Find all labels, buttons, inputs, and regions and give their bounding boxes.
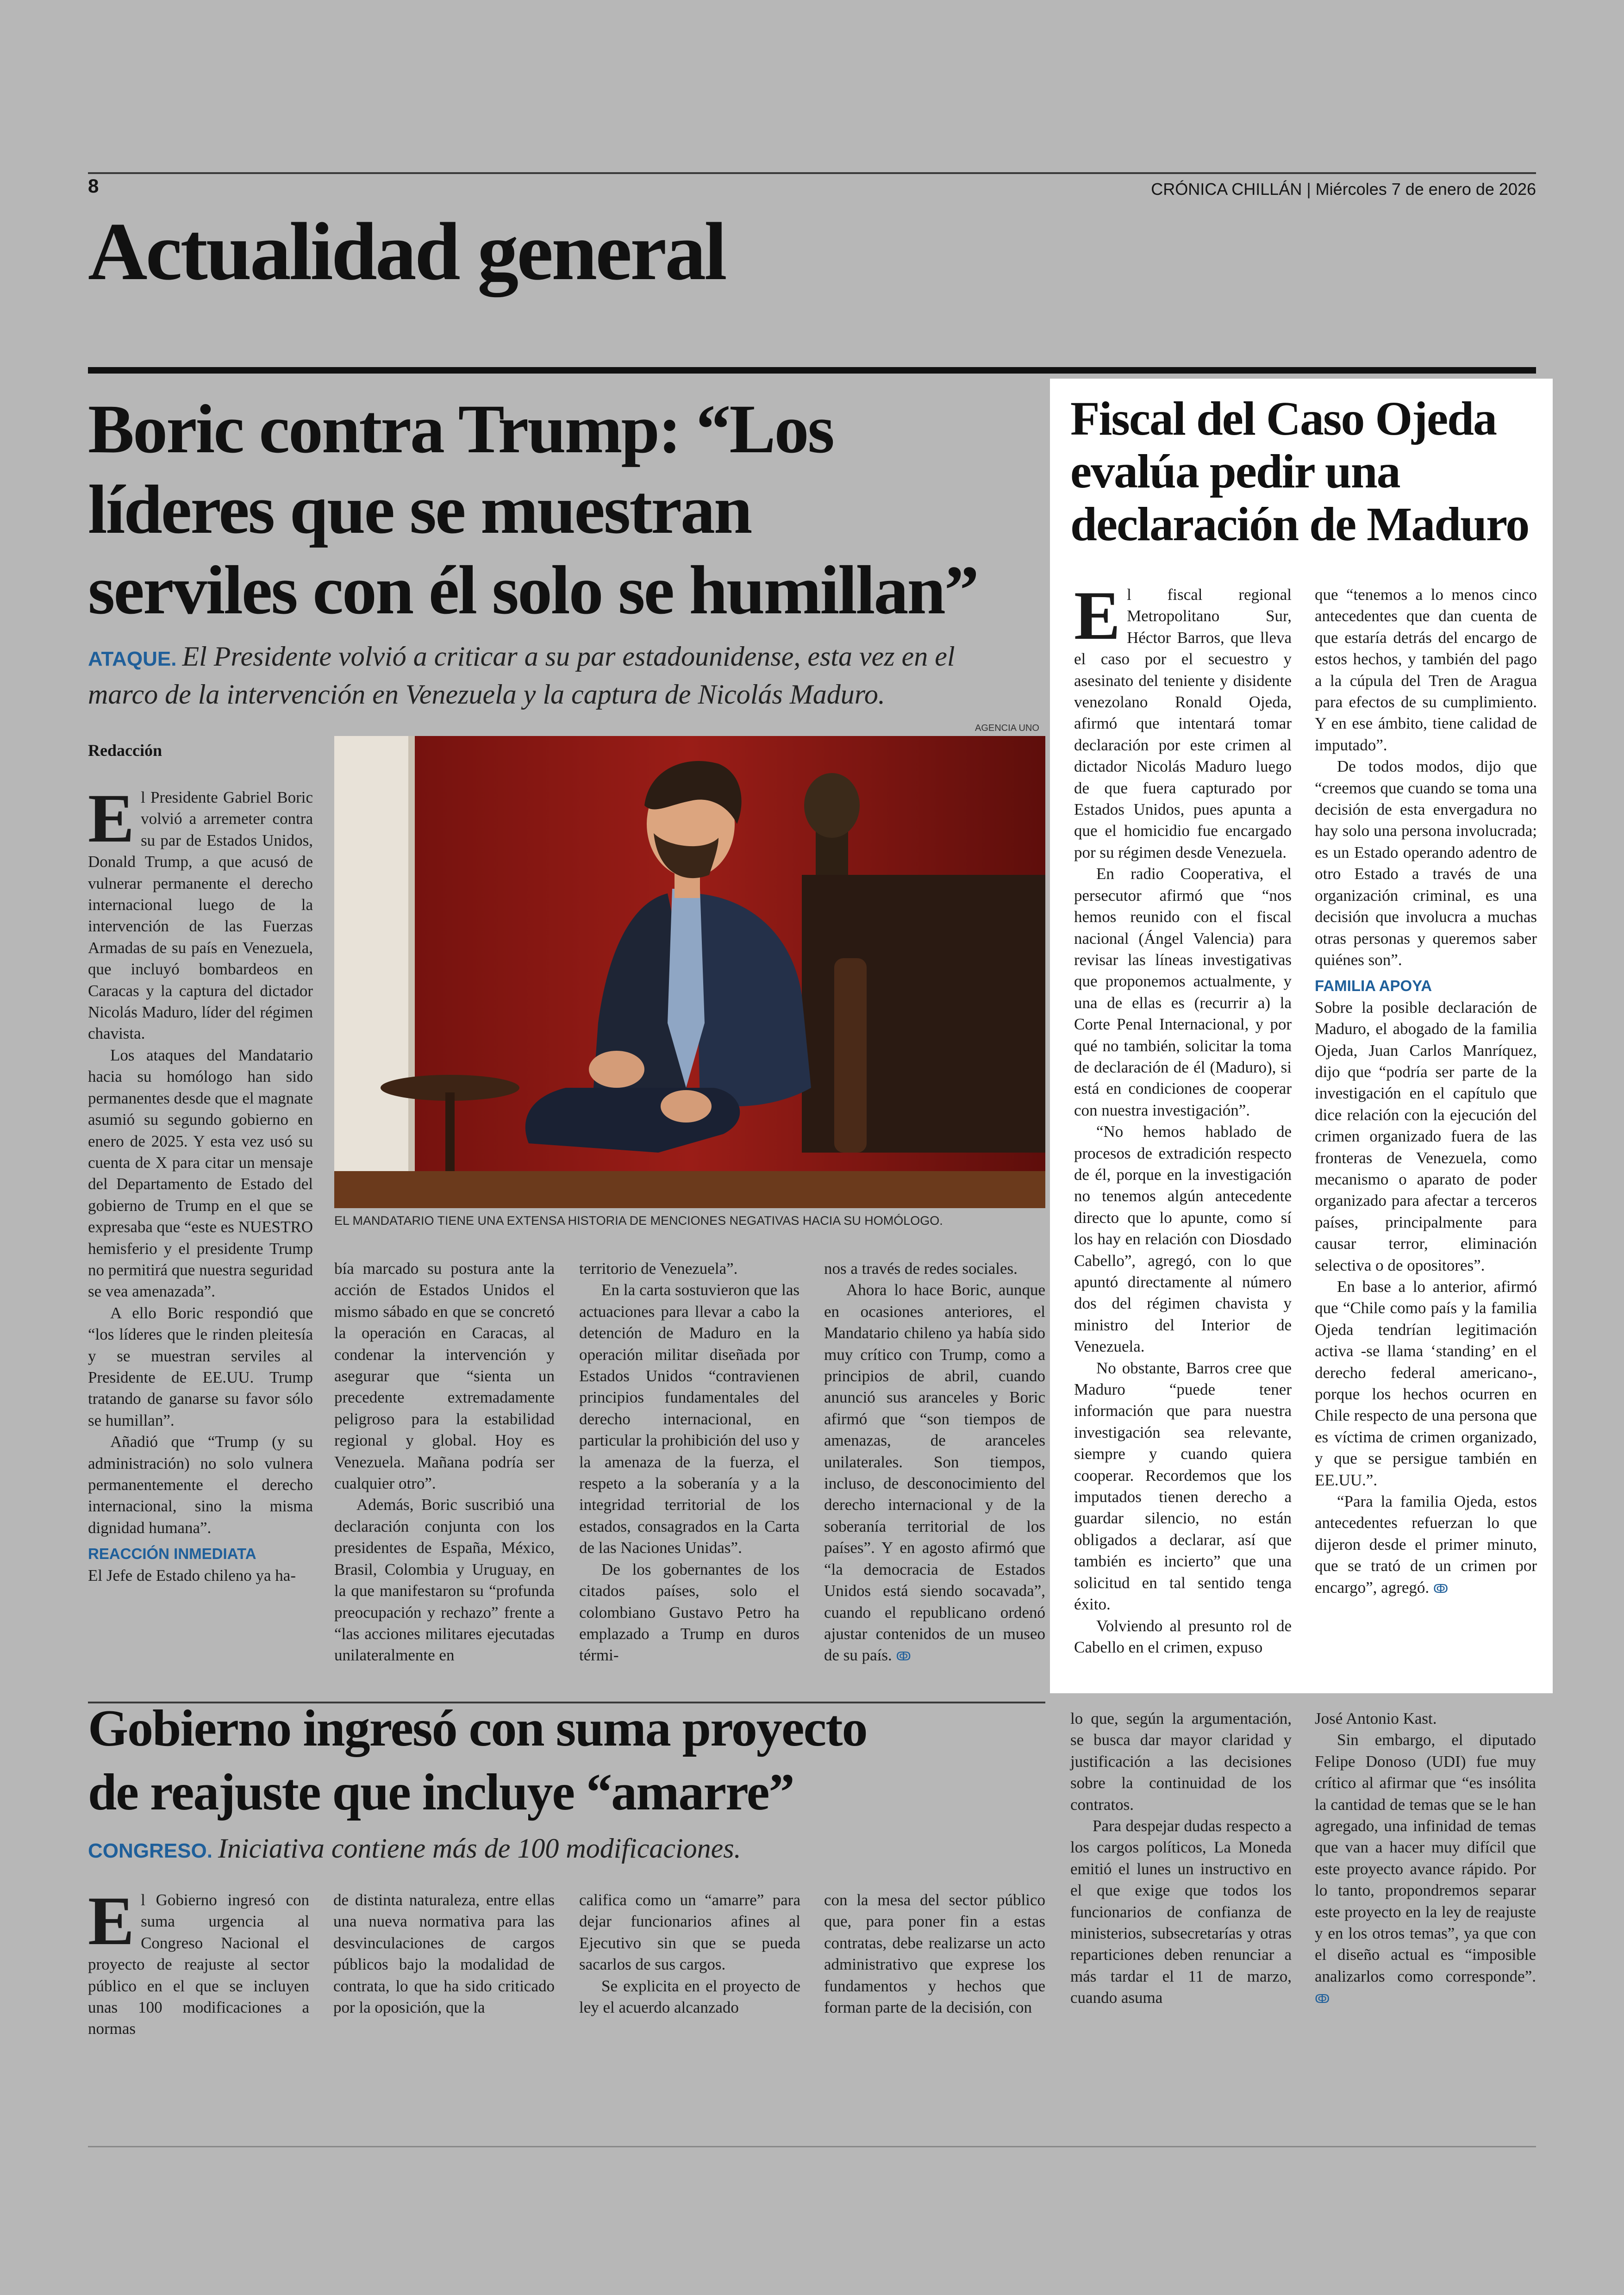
- sidebar-headline: [1070, 393, 1538, 551]
- paragraph: “Para la familia Ojeda, estos antecedentes refuerzan lo que dijeron desde el primer minuto, que se trató de un crimen por encargo”, agregó. ↂ: [1315, 1492, 1537, 1597]
- paragraph: l fiscal regional Metropolitano Sur, Héctor Barros, que lleva el caso por el secuestro y asesinato del teniente y disidente venezolano Ronald Ojeda, afirmó que intentará tomar declaración por este crimen al dictador Nicolás Maduro luego de que fuera capturado por Estados Unidos, pues apunta a que el homicidio fue encargado por su régimen desde Venezuela.: [1074, 586, 1292, 861]
- main-headline-line: Boric contra Trump: “Los: [88, 391, 833, 468]
- main-column-1: [88, 780, 313, 1586]
- byline: Redacción: [88, 741, 162, 760]
- drop-cap: E: [1074, 577, 1121, 654]
- page-bottom-rule: [88, 2146, 1536, 2147]
- end-mark-icon: ↂ: [1433, 1581, 1449, 1596]
- paragraph: de distinta naturaleza, entre ellas una nueva normativa para las desvinculaciones de cargos públicos bajo la modalidad de contrata, lo que ha sido criticado por la oposición, que la: [333, 1891, 555, 2017]
- photo-illustration: [334, 736, 1045, 1208]
- paragraph: Para despejar dudas respecto a los cargos políticos, La Moneda emitió el lunes un instructivo en el que exige que todos los funcionarios de confianza de ministerios, subsecretarías y otras reparticiones deben renunciar a más tardar el 11 de marzo, cuando asuma: [1070, 1817, 1292, 2007]
- paragraph: Además, Boric suscribió una declaración conjunta con los presidentes de España, México, Brasil, Colombia y Uruguay, en la que manifestaron su “profunda preocupación y rechazo” frente a “las acciones militares ejecutadas unilateralmente en: [334, 1496, 555, 1665]
- sidebar-column-1: [1074, 577, 1292, 1658]
- main-headline-line: líderes que se muestran: [88, 471, 751, 548]
- paragraph: “No hemos hablado de procesos de extradición respecto de él, porque en la investigación no tenemos algún antecedente directo que lo apunte, como sí los hay en relación con Diosdado Cabello”, agregó, con lo que apuntó directamente al número dos del régimen chavista y ministro del Interior de Venezuela.: [1074, 1123, 1292, 1356]
- bottom-column-5: [1070, 1708, 1292, 2009]
- bottom-kicker: CONGRESO.: [88, 1840, 212, 1862]
- main-kicker: ATAQUE.: [88, 648, 177, 670]
- main-lead-line: El Presidente volvió a criticar a su par estadounidense, esta vez en el: [182, 641, 955, 672]
- paragraph: con la mesa del sector público que, para poner fin a estas contratas, debe realizarse un acto administrativo que exprese los fundamentos y hechos que forman parte de la decisión, con: [824, 1891, 1045, 2017]
- paragraph: Sobre la posible declaración de Maduro, el abogado de la familia Ojeda, Juan Carlos Manríquez, dijo que “podría ser parte de la investigación en el capítulo que dice relación con la ejecución del crimen organizado fuera de las fronteras de Venezuela, como mecanismo o aparato de poder organizado para afectar a terceros países, principalmente para causar terror, eliminación selectiva o de opositores”.: [1315, 998, 1537, 1274]
- paragraph: De los gobernantes de los citados países, solo el colombiano Gustavo Petro ha emplazado a Trump en duros térmi-: [579, 1560, 800, 1665]
- drop-cap: E: [88, 1883, 135, 1959]
- top-rule: [88, 172, 1536, 174]
- paragraph: l Gobierno ingresó con suma urgencia al Congreso Nacional el proyecto de reajuste al sector público en el que se incluyen unas 100 modificaciones a normas: [88, 1891, 309, 2038]
- paragraph: En radio Cooperativa, el persecutor afirmó que “nos hemos reunido con el fiscal nacional (Ángel Valencia) para revisar las líneas investigativas que proponemos actualmente, y una de ellas es (recurrir a) la Corte Penal Internacional, y por qué no también, solicitar la toma de declaración de él (Maduro), si está en condiciones de cooperar con nuestra investigación”.: [1074, 865, 1292, 1119]
- main-headline-line: serviles con él solo se humillan”: [88, 552, 978, 629]
- paragraph: En la carta sostuvieron que las actuaciones para llevar a cabo la detención de Maduro en la operación militar diseñada por Estados Unidos “contravienen principios fundamentales del derecho internacional, en particular la prohibición del uso y la amenaza de la fuerza, el respeto a la soberanía y a la integridad territorial de los estados, consagrados en la Carta de las Naciones Unidas”.: [579, 1281, 800, 1557]
- paragraph: Sin embargo, el diputado Felipe Donoso (UDI) fue muy crítico al afirmar que “es insólita la cantidad de temas que se le han agregado, una infinidad de temas que van a hacer muy difícil que este proyecto avance rápido. Por lo tanto, propondremos separar este proyecto en la ley de reajuste y en los otros temas”, ya que con el diseño actual es “imposible analizarlos como corresponde”. ↂ: [1315, 1731, 1536, 2006]
- bottom-column-3: [579, 1890, 800, 2018]
- paragraph: bía marcado su postura ante la acción de Estados Unidos el mismo sábado en que se concretó la operación en Caracas, al condenar la intervención y asegurar que “sienta un precedente extremadamente peligroso para la estabilidad regional y global. Hoy es Venezuela. Mañana podría ser cualquier otro”.: [334, 1260, 555, 1493]
- bottom-column-1: [88, 1883, 309, 2040]
- paragraph: A ello Boric respondió que “los líderes que le rinden pleitesía y se muestran serviles al Presidente de EE.UU. Trump tratando de ganarse su favor sólo se humillan”.: [88, 1303, 313, 1429]
- bottom-column-2: [333, 1890, 555, 2018]
- paragraph: Añadió que “Trump (y su administración) no solo vulnera permanentemente el derecho internacional, sino la misma dignidad humana”.: [88, 1433, 313, 1537]
- bottom-headline-line: Gobierno ingresó con suma proyecto: [88, 1700, 867, 1757]
- bottom-column-6: [1315, 1708, 1536, 2010]
- bottom-lead-text: Iniciativa contiene más de 100 modificaciones.: [218, 1833, 741, 1864]
- sidebar-column-2: [1315, 584, 1537, 1599]
- end-mark-icon: ↂ: [896, 1649, 911, 1664]
- page-number: 8: [88, 175, 99, 197]
- paragraph: No obstante, Barros cree que Maduro “puede tener información que para nuestra investigación sea relevante, siempre y cuando quiera cooperar. Recordemos que los imputados tienen derecho a guardar silencio, no están obligados a declarar, así que también es incierto” que una solicitud en tal sentido tenga éxito.: [1074, 1359, 1292, 1614]
- subheading: FAMILIA APOYA: [1315, 977, 1432, 995]
- paragraph: Se explicita en el proyecto de ley el acuerdo alcanzado: [579, 1977, 800, 2017]
- drop-cap: E: [88, 780, 135, 857]
- paragraph: Los ataques del Mandatario hacia su homólogo han sido permanentes desde que el magnate asumió su segundo gobierno en enero de 2025. Y esta vez usó su cuenta de X para citar un mensaje del Departamento de Estado del gobierno de Trump en el que se expresaba que “este es NUESTRO hemisferio y el presidente Trump no permitirá que nuestra seguridad se vea amenazada”.: [88, 1046, 313, 1301]
- main-column-4: [824, 1258, 1045, 1667]
- paragraph: Ahora lo hace Boric, aunque en ocasiones anteriores, el Mandatario chileno ya había sido muy crítico con Trump, como a principios de abril, cuando anunció sus aranceles y Boric afirmó que “son tiempos de amenazas, de aranceles unilaterales. Son tiempos, incluso, de desconocimiento del derecho internacional y de la soberanía territorial de los países”. Y en agosto afirmó que “la democracia de Estados Unidos está siendo socavada”, cuando el republicano ordenó ajustar contenidos de un museo de su país. ↂ: [824, 1281, 1045, 1665]
- sidebar-headline-line: Fiscal del Caso Ojeda: [1070, 392, 1496, 445]
- paragraph: El Jefe de Estado chileno ya ha-: [88, 1566, 296, 1584]
- end-mark-icon: ↂ: [1315, 1992, 1330, 2006]
- paragraph: califica como un “amarre” para dejar funcionarios afines al Ejecutivo sin que se pueda sacarlos de sus cargos.: [579, 1891, 800, 1974]
- section-rule: [88, 367, 1536, 374]
- paragraph: De todos modos, dijo que “creemos que cuando se toma una decisión de esta envergadura no hay solo una persona involucrada; es un Estado operando adentro de otro Estado a través de una organización criminal, es una decisión que involucra a muchas otras personas y queremos saber quiénes son”.: [1315, 757, 1537, 969]
- main-column-3: [579, 1258, 800, 1666]
- main-lead-line: marco de la intervención en Venezuela y la captura de Nicolás Maduro.: [88, 679, 885, 710]
- photo-credit: AGENCIA UNO: [975, 723, 1039, 733]
- photo-boric: [334, 736, 1045, 1208]
- bottom-lead: [88, 1831, 1042, 1869]
- photo-caption: EL MANDATARIO TIENE UNA EXTENSA HISTORIA DE MENCIONES NEGATIVAS HACIA SU HOMÓLOGO.: [334, 1214, 943, 1228]
- subheading: REACCIÓN INMEDIATA: [88, 1545, 256, 1563]
- paragraph: territorio de Venezuela”.: [579, 1260, 738, 1278]
- paragraph: que “tenemos a lo menos cinco antecedentes que dan cuenta de que estaría detrás del encargo de estos hechos, y también del pago a la cúpula del Tren de Aragua para efectos de su cumplimiento. Y en ese ámbito, tiene calidad de imputado”.: [1315, 586, 1537, 754]
- paragraph: Volviendo al presunto rol de Cabello en el crimen, expuso: [1074, 1616, 1292, 1656]
- main-lead: [88, 639, 1051, 712]
- paragraph: lo que, según la argumentación, se busca dar mayor claridad y justificación a las decisiones sobre la continuidad de los contratos.: [1070, 1709, 1292, 1814]
- publication-info: CRÓNICA CHILLÁN | Miércoles 7 de enero de 2026: [1151, 180, 1536, 199]
- sidebar-headline-line: declaración de Maduro: [1070, 498, 1529, 551]
- paragraph: En base a lo anterior, afirmó que “Chile como país y la familia Ojeda tendrían legitimación activa -se llama ‘standing’ en el derecho federal americano-, porque los hechos ocurren en Chile respecto de una persona que es víctima de crimen organizado, y que se persigue también en EE.UU.”.: [1315, 1278, 1537, 1489]
- paragraph: nos a través de redes sociales.: [824, 1260, 1018, 1278]
- main-headline: [88, 389, 1042, 630]
- sidebar-headline-line: evalúa pedir una: [1070, 445, 1400, 498]
- paragraph: José Antonio Kast.: [1315, 1709, 1437, 1727]
- section-title: Actualidad general: [88, 206, 725, 297]
- paragraph: l Presidente Gabriel Boric volvió a arremeter contra su par de Estados Unidos, Donald Trump, a que acusó de vulnerar permanente el derecho internacional luego de la intervención de las Fuerzas Armadas de su país en Venezuela, que incluyó bombardeos en Caracas y la captura del dictador Nicolás Maduro, líder del régimen chavista.: [88, 788, 313, 1043]
- bottom-headline-line: de reajuste que incluye “amarre”: [88, 1764, 794, 1821]
- bottom-column-4: [824, 1890, 1045, 2018]
- bottom-headline: [88, 1696, 1051, 1824]
- main-column-2: [334, 1258, 555, 1666]
